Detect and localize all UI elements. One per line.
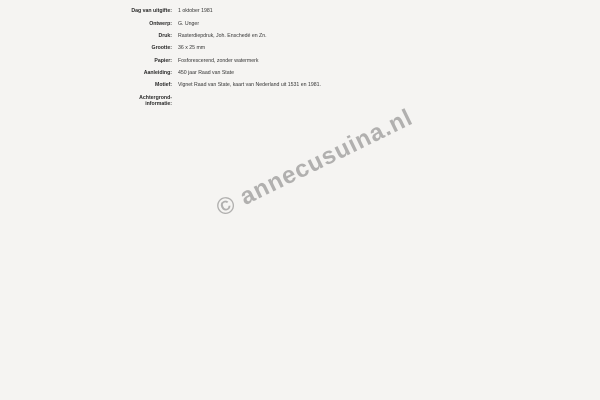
field-value: 450 jaar Raad van State	[178, 70, 234, 76]
field-value: Vignet Raad van State, kaart van Nederland uit 1531 en 1981.	[178, 82, 321, 88]
field-label: Druk:	[158, 33, 172, 39]
field-label: Achtergrond- informatie:	[139, 95, 172, 107]
watermark: © annecusuina.nl	[212, 103, 418, 223]
field-label: Ontwerp:	[149, 21, 172, 27]
field-label: Dag van uitgifte:	[131, 8, 172, 14]
field-label: Aanleiding:	[143, 70, 172, 76]
field-label: Motief:	[155, 82, 172, 88]
background-text	[178, 111, 468, 386]
field-value: G. Unger	[178, 21, 200, 27]
field-value: Rasterdiepdruk, Joh. Enschedé en Zn.	[178, 33, 267, 39]
field-value: 36 x 25 mm	[178, 45, 206, 51]
field-value: Fosforescerend, zonder watermerk	[178, 58, 259, 64]
field-value: 1 oktober 1981	[178, 8, 213, 14]
field-label: Grootte:	[151, 45, 172, 51]
field-label: Papier:	[154, 58, 172, 64]
